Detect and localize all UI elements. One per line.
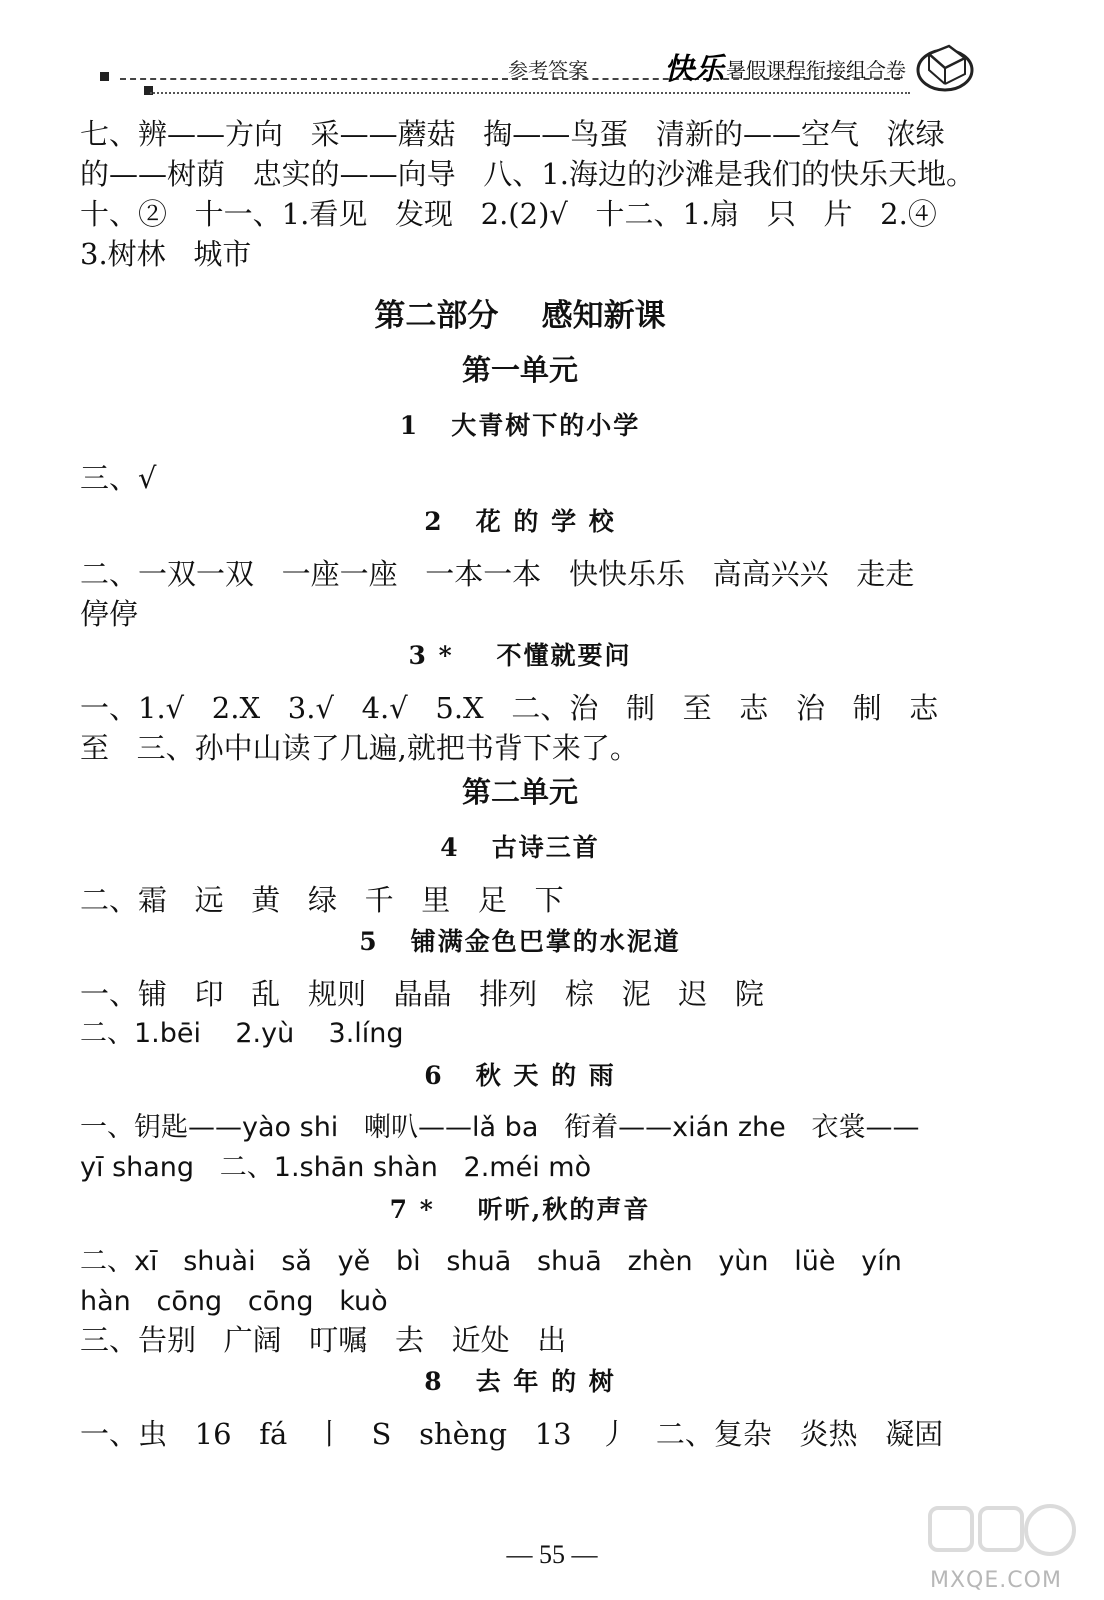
book-logo-icon — [915, 36, 979, 96]
part-title: 第二部分 感知新课 — [374, 298, 666, 334]
unit-title: 第二单元 — [461, 775, 578, 809]
page-header — [0, 0, 1104, 110]
header-brand: 快乐 — [664, 52, 724, 87]
lesson-title: 1 大青树下的小学 — [399, 411, 641, 440]
answer-line: 停停 — [80, 597, 139, 631]
answer-line: hàn cōng cōng kuò — [80, 1286, 388, 1317]
answer-line: 3.树林 城市 — [80, 237, 252, 271]
answer-line: 二、xī shuài sǎ yě bì shuā shuā zhèn yùn lüè yín — [80, 1246, 902, 1277]
answer-line: 一、1.√ 2.X 3.√ 4.√ 5.X 二、治 制 至 志 治 制 志 — [80, 691, 939, 725]
answer-line: 一、铺 印 乱 规则 晶晶 排列 棕 泥 迟 院 — [80, 977, 764, 1011]
unit-title: 第一单元 — [461, 353, 578, 387]
answer-line: 的——树荫 忠实的——向导 八、1.海边的沙滩是我们的快乐天地。 — [80, 157, 975, 191]
lesson-title: 7 * 听听,秋的声音 — [389, 1195, 651, 1224]
header-dotted-rule — [150, 92, 910, 94]
answer-line: 十、② 十一、1.看见 发现 2.(2)√ 十二、1.扇 只 片 2.④ — [80, 197, 937, 231]
answer-line: 一、钥匙——yào shi 喇叭——lǎ ba 衔着——xián zhe 衣裳—— — [80, 1112, 920, 1143]
answer-line: 二、一双一双 一座一座 一本一本 快快乐乐 高高兴兴 走走 — [80, 557, 915, 591]
answer-line: 二、1.bēi 2.yù 3.líng — [80, 1018, 404, 1049]
header-series-title: 暑假课程衔接组合卷 — [726, 58, 906, 82]
answer-line: 至 三、孙中山读了几遍,就把书背下来了。 — [80, 731, 639, 765]
answer-line: 七、辨——方向 采——蘑菇 掏——鸟蛋 清新的——空气 浓绿 — [80, 117, 945, 151]
page-number: — 55 — — [506, 1540, 598, 1569]
watermark-text: MXQE.COM — [930, 1568, 1062, 1593]
answer-line: yī shang 二、1.shān shàn 2.méi mò — [80, 1152, 592, 1183]
answer-line: 三、√ — [80, 461, 157, 495]
answer-line: 二、霜 远 黄 绿 千 里 足 下 — [80, 883, 564, 917]
lesson-title: 8 去 年 的 树 — [424, 1367, 616, 1396]
lesson-title: 3 * 不懂就要问 — [408, 641, 632, 670]
answer-line: 一、虫 16 fá 丨 S shèng 13 丿 二、复杂 炎热 凝固 — [80, 1417, 944, 1451]
lesson-title: 6 秋 天 的 雨 — [424, 1061, 616, 1090]
lesson-title: 5 铺满金色巴掌的水泥道 — [359, 927, 681, 956]
answer-line: 三、告别 广阔 叮嘱 去 近处 出 — [80, 1323, 567, 1357]
lesson-title: 2 花 的 学 校 — [424, 507, 616, 536]
header-ref-label: 参考答案 — [508, 58, 588, 82]
lesson-title: 4 古诗三首 — [440, 833, 600, 862]
